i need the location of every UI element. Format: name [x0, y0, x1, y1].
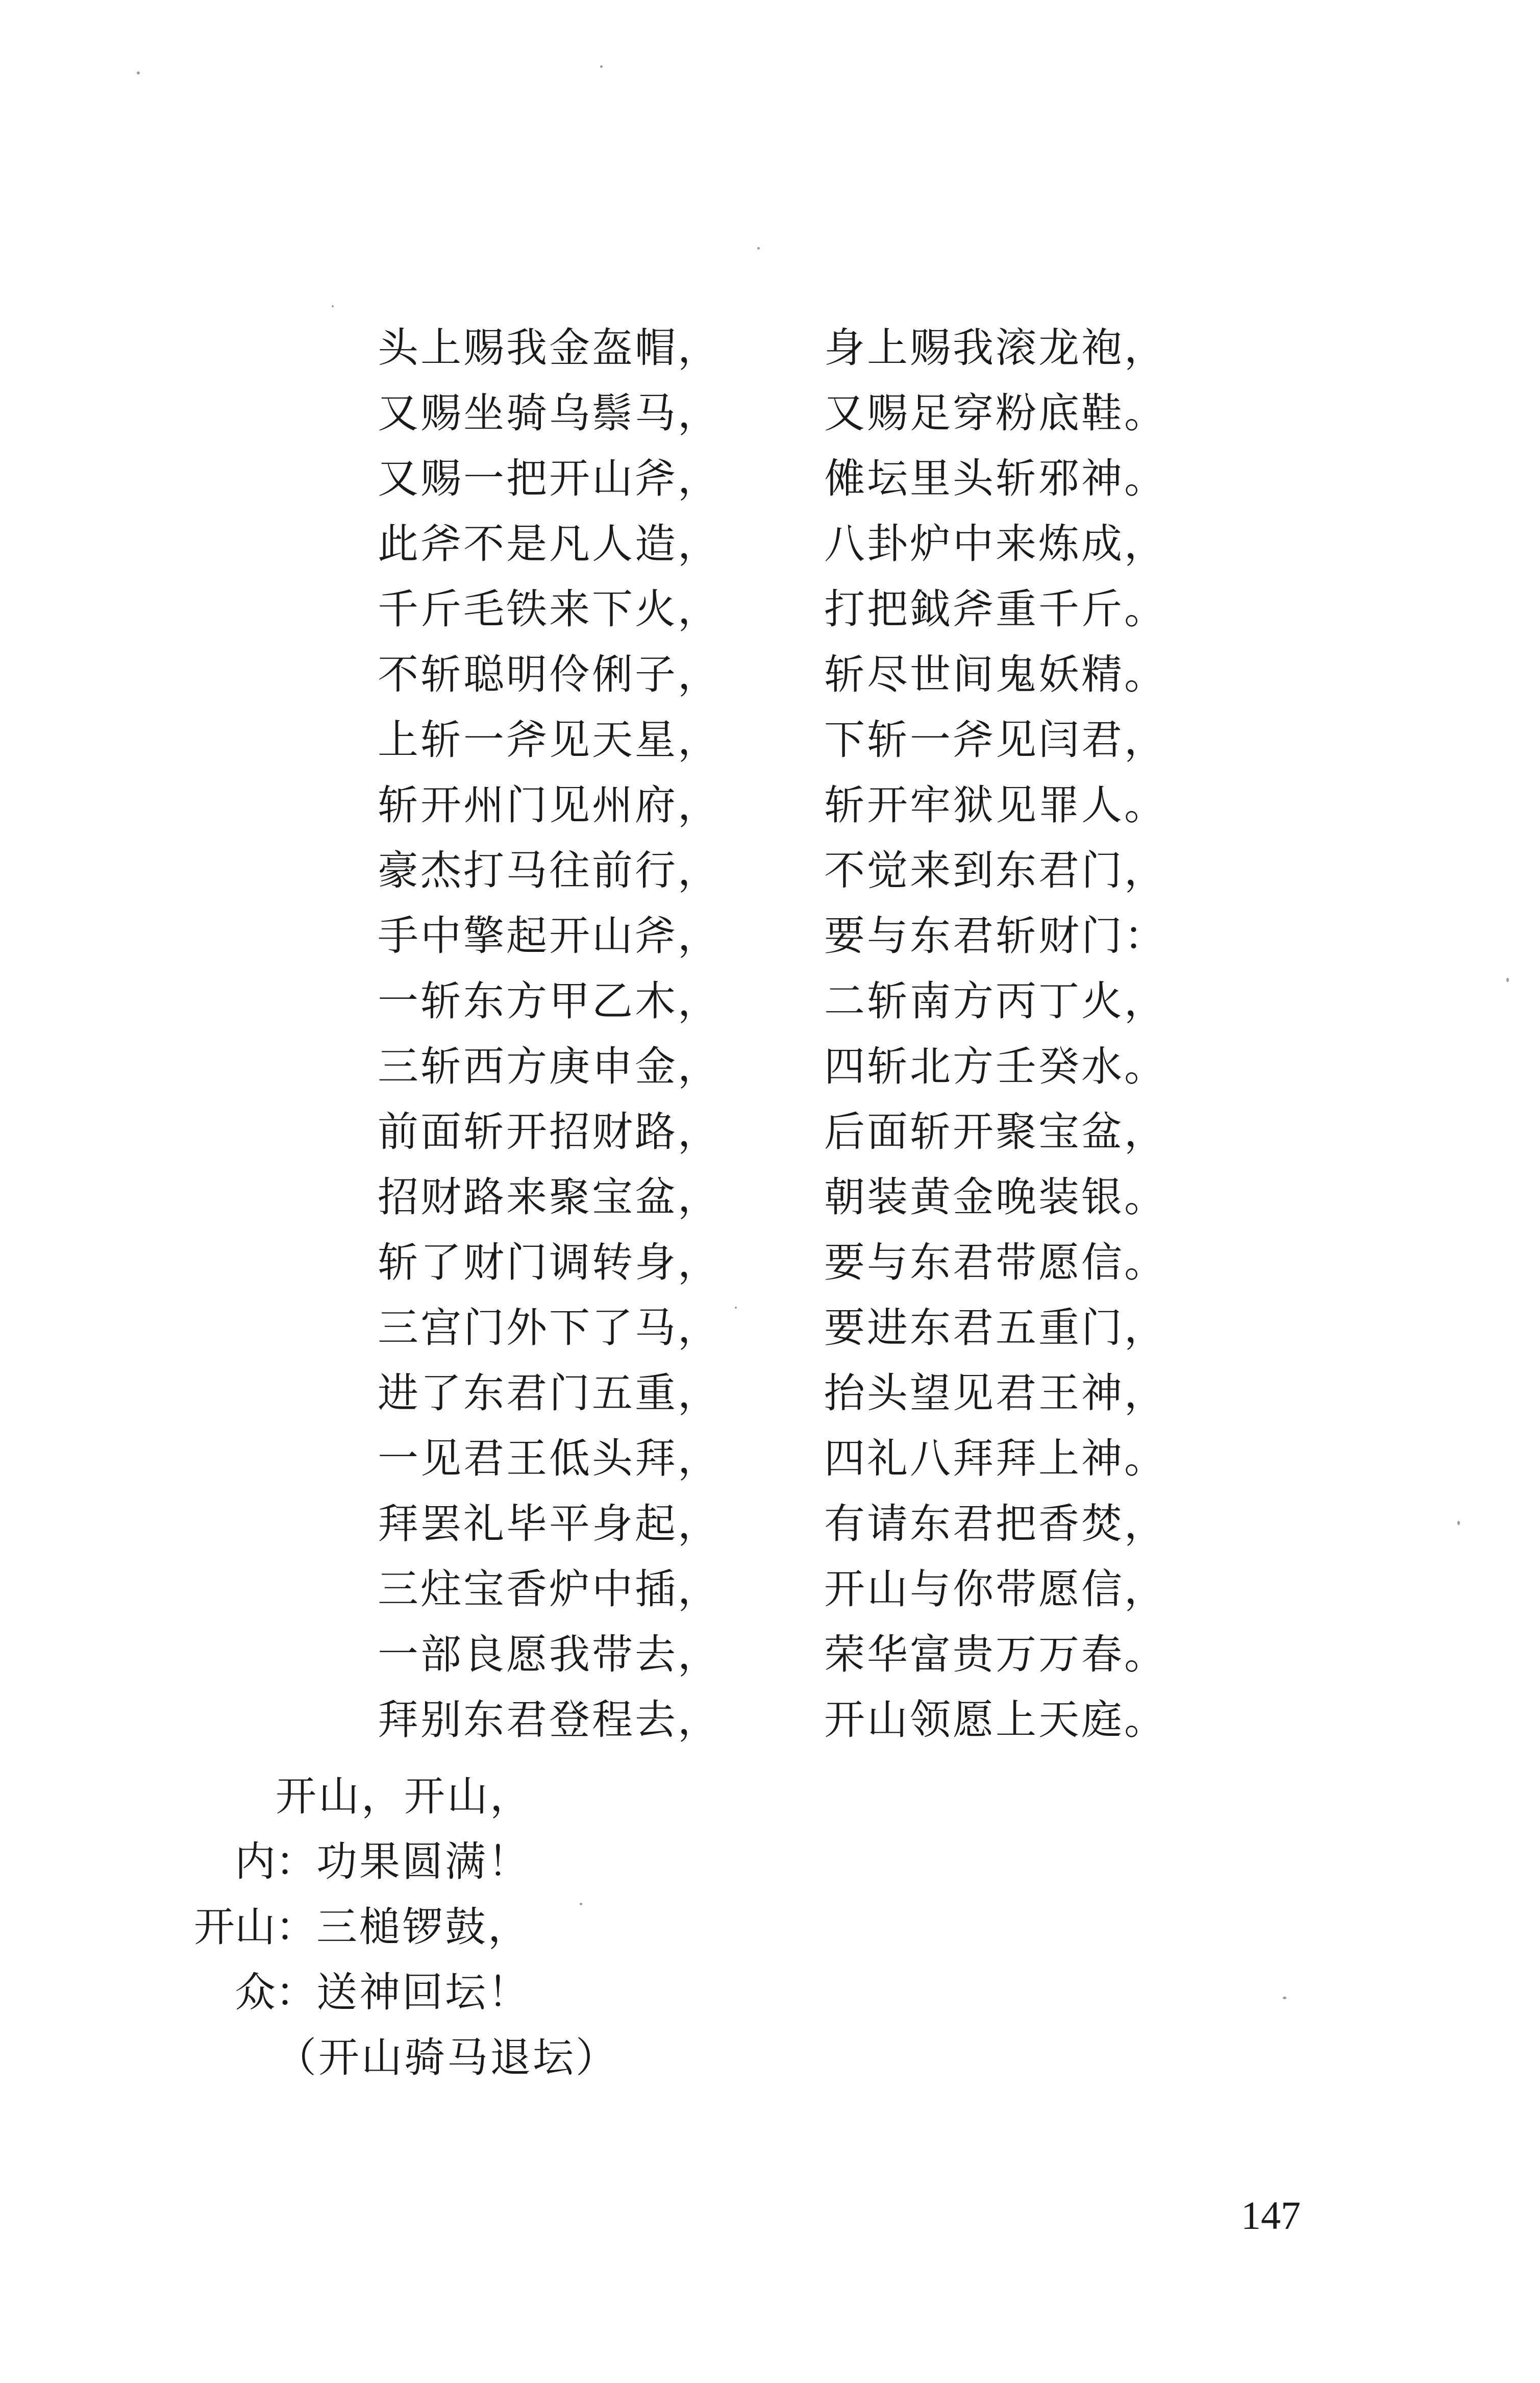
verse-line-right: 斩尽世间鬼妖精。	[824, 651, 1167, 698]
verse-line-left: 前面斩开招财路，	[378, 1108, 721, 1156]
speech-text: 三槌锣鼓，	[316, 1903, 531, 1951]
verse-line-left: 三宫门外下了马，	[378, 1304, 721, 1352]
verse-line-left: 斩开州门见州府，	[378, 781, 721, 829]
verse-line-left: 千斤毛铁来下火，	[378, 585, 721, 633]
verse-line-right: 朝装黄金晚装银。	[824, 1173, 1167, 1221]
verse-line-left: 手中擎起开山斧，	[378, 912, 721, 960]
verse-line-right: 二斩南方丙丁火，	[824, 977, 1167, 1025]
verse-line-left: 此斧不是凡人造，	[378, 520, 721, 568]
verse-column-left	[378, 315, 721, 1753]
dialogue-block	[168, 1764, 618, 2091]
verse-line-right: 傩坛里头斩邪神。	[824, 455, 1167, 502]
verse-line-left: 又赐坐骑乌鬃马，	[378, 389, 721, 437]
speech-text: 功果圆满！	[316, 1838, 531, 1885]
speaker-name: 开山	[194, 1903, 276, 1951]
verse-line-right: 打把鉞斧重千斤。	[824, 585, 1167, 633]
verse-line-right: 身上赐我滚龙袍，	[824, 324, 1167, 372]
verse-line-left: 一部良愿我带去，	[378, 1631, 721, 1678]
scan-speck	[757, 247, 760, 250]
speaker-name: 内	[235, 1838, 276, 1885]
verse-line-left: 不斩聪明伶俐子，	[378, 651, 721, 698]
verse-line-left: 拜别东君登程去，	[378, 1696, 721, 1743]
scan-speck	[1457, 1521, 1460, 1525]
verse-line-left: 头上赐我金盔帽，	[378, 324, 721, 372]
verse-line-right: 后面斩开聚宝盆，	[824, 1108, 1167, 1156]
dialogue-line	[168, 1829, 618, 1895]
scan-speck	[137, 71, 140, 75]
verse-line-left: 豪杰打马往前行，	[378, 847, 721, 894]
verse-line-right: 开山领愿上天庭。	[824, 1696, 1167, 1743]
verse-line-left: 斩了财门调转身，	[378, 1239, 721, 1286]
verse-line-right: 抬头望见君王神，	[824, 1369, 1167, 1417]
scan-speck	[735, 1307, 737, 1309]
scan-speck	[1506, 978, 1509, 982]
scan-speck	[580, 1903, 582, 1905]
verse-line-left: 进了东君门五重，	[378, 1369, 721, 1417]
verse-line-right: 荣华富贵万万春。	[824, 1631, 1167, 1678]
verse-line-left: 拜罢礼毕平身起，	[378, 1500, 721, 1547]
dialogue-line	[168, 1960, 618, 2025]
verse-line-left: 一斩东方甲乙木，	[378, 977, 721, 1025]
verse-line-right: 开山与你带愿信，	[824, 1565, 1167, 1613]
verse-line-right: 斩开牢狱见罪人。	[824, 781, 1167, 829]
dialogue-line	[168, 1764, 618, 1829]
verse-line-right: 四斩北方壬癸水。	[824, 1043, 1167, 1090]
speaker-separator: ：	[276, 1838, 316, 1885]
speech-text: （开山骑马退坛）	[276, 2034, 618, 2081]
verse-line-right: 有请东君把香焚，	[824, 1500, 1167, 1547]
verse-line-left: 三斩西方庚申金，	[378, 1043, 721, 1090]
verse-line-right: 要进东君五重门，	[824, 1304, 1167, 1352]
verse-line-right: 又赐足穿粉底鞋。	[824, 389, 1167, 437]
speaker-name	[168, 1764, 276, 1829]
scan-speck	[332, 305, 334, 307]
dialogue-line	[168, 1895, 618, 1960]
dialogue-line	[168, 2025, 618, 2091]
speaker-separator: ：	[276, 1903, 316, 1951]
verse-line-right: 四礼八拜拜上神。	[824, 1435, 1167, 1482]
speaker-name: 众	[235, 1969, 276, 2016]
verse-line-left: 上斩一斧见天星，	[378, 716, 721, 764]
verse-line-right: 要与东君斩财门：	[824, 912, 1167, 960]
verse-line-left: 招财路来聚宝盆，	[378, 1173, 721, 1221]
verse-column-right	[824, 315, 1167, 1753]
verse-line-right: 八卦炉中来炼成，	[824, 520, 1167, 568]
verse-line-left: 又赐一把开山斧，	[378, 455, 721, 502]
verse-line-right: 要与东君带愿信。	[824, 1239, 1167, 1286]
scan-speck	[600, 65, 603, 68]
verse-line-left: 一见君王低头拜，	[378, 1435, 721, 1482]
speaker-name	[168, 2025, 276, 2091]
speech-text: 开山，开山，	[276, 1773, 533, 1820]
scan-speck	[1283, 1997, 1286, 1999]
page-number: 147	[1241, 2193, 1301, 2238]
verse-line-right: 不觉来到东君门，	[824, 847, 1167, 894]
speech-text: 送神回坛！	[316, 1969, 531, 2016]
verse-line-right: 下斩一斧见闫君，	[824, 716, 1167, 764]
verse-line-left: 三炷宝香炉中插，	[378, 1565, 721, 1613]
speaker-separator: ：	[276, 1969, 316, 2016]
